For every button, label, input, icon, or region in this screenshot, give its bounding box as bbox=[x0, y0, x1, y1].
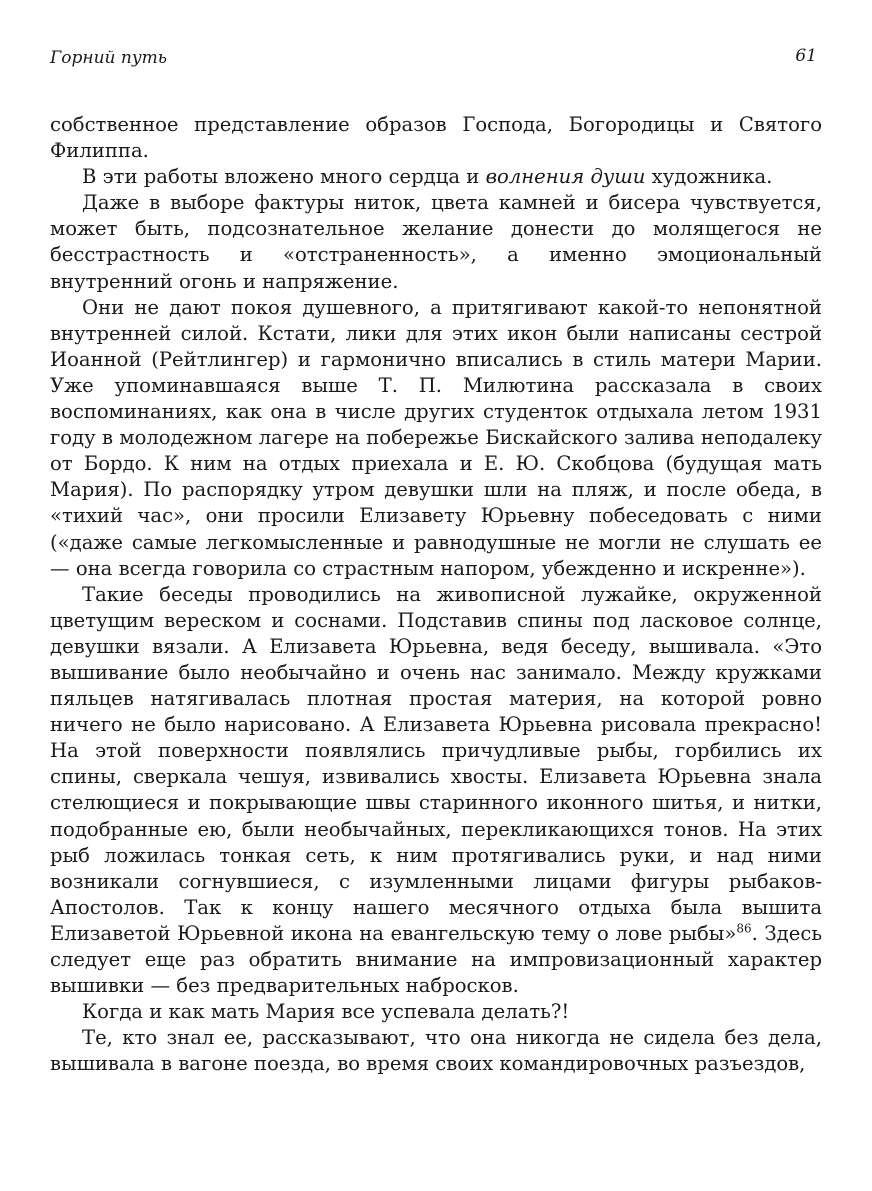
paragraph-text: Такие беседы проводились на живописной лужайке, окруженной цветущим вереском и соснами. Подставив спины под ласковое солнце, девушки вязали. А Елизавета Юрьевна, ведя беседу, вышивала. «Это вышивание было необычайно и очень нас занимало. Между кружками пяльцев натягивалась плотная простая материя, на которой ровно ничего не было нарисовано. А Елизавета Юрьевна рисовала прекрасно! На этой поверхности появлялись причудливые рыбы, горбились их спины, сверкала чешуя, извивались хвосты. Елизавета Юрьевна знала стелющиеся и покрывающие швы старинного иконного шитья, и нитки, подобранные ею, были необычайных, перекликающихся тонов. На этих рыб ложилась тонкая сеть, к ним протягивались руки, и над ними возникали согнувшиеся, с изумленными лицами фигуры рыбаков-Апостолов. Так к концу нашего месячного отдыха была вышита Елизаветой Юрьевной икона на евангельскую тему о лове рыбы» bbox=[50, 582, 822, 945]
paragraph bbox=[50, 999, 822, 1025]
paragraph-text: Даже в выборе фактуры ниток, цвета камней и бисера чувствуется, может быть, подсознательное желание донести до молящегося не бесстрастность и «отстраненность», а именно эмоциональный внутренний огонь и напряжение. bbox=[50, 191, 822, 293]
paragraph bbox=[50, 582, 822, 1000]
paragraph bbox=[50, 295, 822, 582]
paragraph bbox=[50, 190, 822, 294]
paragraph-text: Те, кто знал ее, рассказывают, что она никогда не сидела без дела, вышивала в вагоне поезда, во время своих командировочных разъездов, bbox=[50, 1026, 822, 1076]
body-text bbox=[50, 112, 822, 1077]
paragraph bbox=[50, 1025, 822, 1077]
paragraph-text: В эти работы вложено много сердца и bbox=[82, 165, 486, 189]
paragraph-text: художника. bbox=[645, 165, 773, 189]
paragraph-text: Когда и как мать Мария все успевала делать?! bbox=[82, 1000, 570, 1024]
italic-phrase: волнения души bbox=[485, 165, 646, 189]
footnote-reference: 86 bbox=[736, 921, 752, 936]
page-number: 61 bbox=[795, 46, 817, 66]
paragraph-text: Они не дают покоя душевного, а притягивают какой-то непонятной внутренней силой. Кстати, лики для этих икон были написаны сестрой Иоанной (Рейтлингер) и гармонично вписались в стиль матери Марии. Уже упоминавшаяся выше Т. П. Милютина рассказала в своих воспоминаниях, как она в числе других студенток отдыхала летом 1931 году в молодежном лагере на побережье Бискайского залива неподалеку от Бордо. К ним на отдых приехала и Е. Ю. Скобцова (будущая мать Мария). По распорядку утром девушки шли на пляж, и после обеда, в «тихий час», они просили Елизавету Юрьевну побеседовать с ними («даже самые легкомысленные и равнодушные не могли не слушать ее — она всегда говорила со страстным напором, убежденно и искренне»). bbox=[50, 295, 822, 580]
paragraph-text: собственное представление образов Господа, Богородицы и Святого Филиппа. bbox=[50, 113, 822, 163]
paragraph-text: . Здесь следует еще раз обратить внимание на импровизационный характер вышивки — без предварительных набросков. bbox=[50, 921, 822, 998]
paragraph bbox=[50, 112, 822, 164]
running-title: Горний путь bbox=[50, 48, 168, 68]
paragraph bbox=[50, 164, 822, 190]
